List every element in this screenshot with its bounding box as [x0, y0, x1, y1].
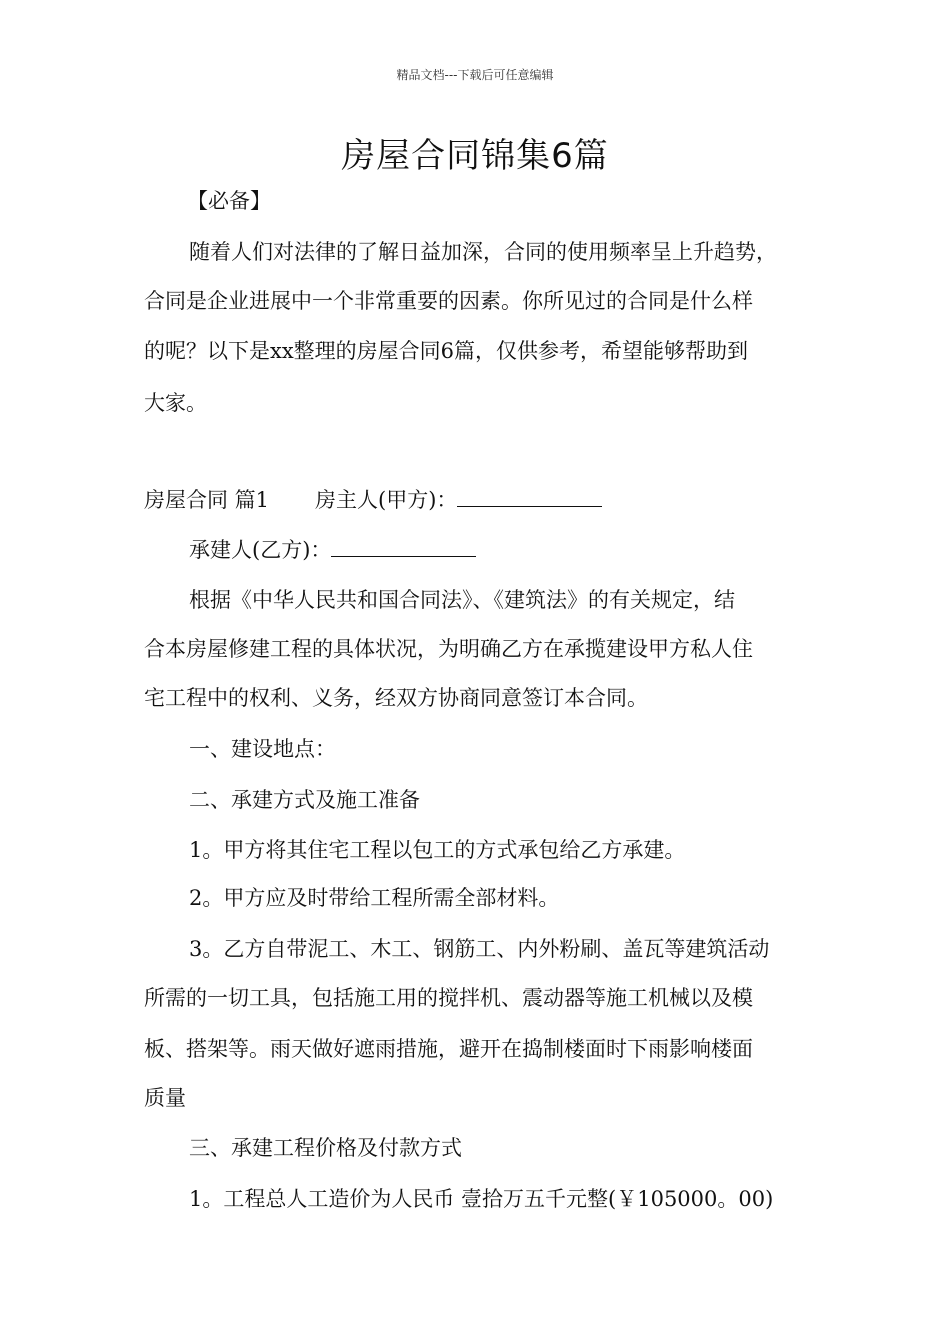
- section-2: 二、承建方式及施工准备: [189, 788, 420, 812]
- contract-heading-row: [144, 486, 844, 514]
- tag-label: 【必备】: [187, 189, 271, 213]
- item-2: 2。甲方应及时带给工程所需全部材料。: [189, 886, 560, 910]
- item-3-line-2: 所需的一切工具，包括施工用的搅拌机、震动器等施工机械以及模: [144, 986, 753, 1010]
- item-3-line-3: 板、搭架等。雨天做好遮雨措施，避开在捣制楼面时下雨影响楼面: [144, 1037, 753, 1061]
- section-3: 三、承建工程价格及付款方式: [189, 1136, 462, 1160]
- document-title: 房屋合同锦集6篇: [341, 136, 609, 176]
- intro-line-1: 随着人们对法律的了解日益加深，合同的使用频率呈上升趋势，: [189, 240, 777, 264]
- party-b-blank: [331, 538, 476, 557]
- intro-line-4: 大家。: [144, 391, 207, 415]
- preamble-line-1: 根据《中华人民共和国合同法》、《建筑法》的有关规定，结: [189, 588, 735, 612]
- party-a-blank: [457, 488, 602, 507]
- item-3-line-1: 3。乙方自带泥工、木工、钢筋工、内外粉刷、盖瓦等建筑活动: [189, 937, 770, 961]
- header-note: 精品文档---下载后可任意编辑: [396, 68, 554, 82]
- price-item: 1。工程总人工造价为人民币 壹拾万五千元整(￥105000。00): [189, 1187, 774, 1211]
- intro-line-3: 的呢？以下是xx整理的房屋合同6篇，仅供参考，希望能够帮助到: [144, 339, 749, 363]
- section-1: 一、建设地点：: [189, 737, 336, 761]
- contract-heading: 房屋合同 篇1: [144, 488, 270, 512]
- item-3-line-4: 质量: [144, 1086, 186, 1110]
- preamble-line-2: 合本房屋修建工程的具体状况，为明确乙方在承揽建设甲方私人住: [144, 637, 753, 661]
- party-b-row: [189, 536, 889, 564]
- party-a-label: 房主人(甲方)：: [315, 488, 458, 512]
- intro-line-2: 合同是企业进展中一个非常重要的因素。你所见过的合同是什么样: [144, 289, 753, 313]
- item-1: 1。甲方将其住宅工程以包工的方式承包给乙方承建。: [189, 838, 686, 862]
- preamble-line-3: 宅工程中的权利、义务，经双方协商同意签订本合同。: [144, 686, 648, 710]
- party-b-label: 承建人(乙方)：: [189, 538, 332, 562]
